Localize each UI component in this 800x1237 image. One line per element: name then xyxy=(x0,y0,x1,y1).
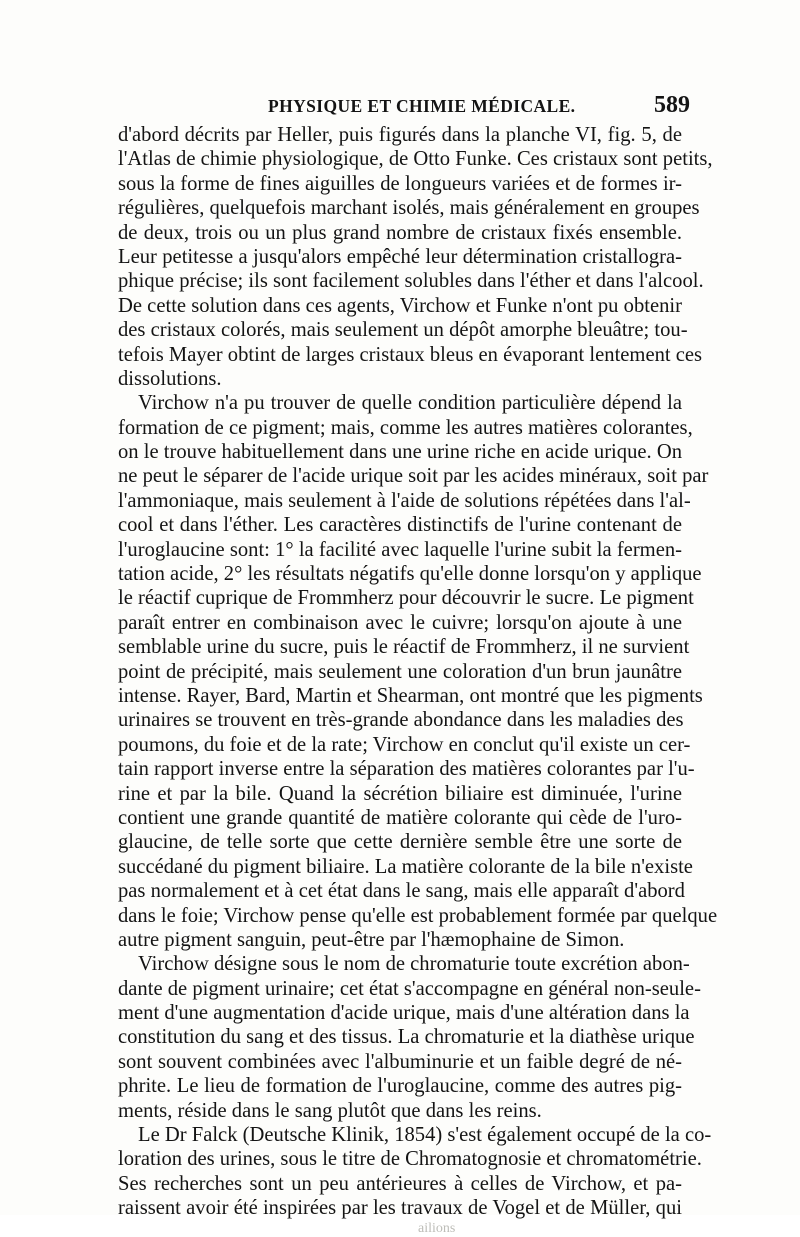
text-line: régulières, quelquefois marchant isolés, mais généralement en groupes xyxy=(118,197,700,220)
text-line: ments, réside dans le sang plutôt que dans les reins. xyxy=(118,1099,542,1122)
text-line: loration des urines, sous le titre de Chromatognosie et chromatométrie. xyxy=(118,1148,702,1171)
text-line: on le trouve habituellement dans une urine riche en acide urique. On xyxy=(118,441,682,464)
text-line: succédané du pigment biliaire. La matière colorante de la bile n'existe xyxy=(118,855,693,878)
text-line: ne peut le séparer de l'acide urique soit par les acides minéraux, soit par xyxy=(118,465,709,488)
text-line: sous la forme de fines aiguilles de longueurs variées et de formes ir- xyxy=(118,172,682,195)
text-line: autre pigment sanguin, peut-être par l'hæmophaine de Simon. xyxy=(118,928,625,951)
text-line: constitution du sang et des tissus. La chromaturie et la diathèse urique xyxy=(118,1026,695,1049)
text-line: phrite. Le lieu de formation de l'uroglaucine, comme des autres pig- xyxy=(118,1075,682,1098)
text-line: phique précise; ils sont facilement solubles dans l'éther et dans l'alcool. xyxy=(118,270,704,293)
text-line: l'ammoniaque, mais seulement à l'aide de solutions répétées dans l'al- xyxy=(118,489,691,512)
text-line: d'abord décrits par Heller, puis figurés dans la planche VI, fig. 5, de xyxy=(118,124,682,146)
text-line: dissolutions. xyxy=(118,367,222,390)
text-line: urinaires se trouvent en très-grande abondance dans les maladies des xyxy=(118,709,684,732)
text-line: sont souvent combinées avec l'albuminurie et un faible degré de né- xyxy=(118,1050,682,1073)
bleed-through-text: ailions xyxy=(418,1220,456,1236)
text-line: tain rapport inverse entre la séparation des matières colorantes par l'u- xyxy=(118,758,695,781)
text-line: l'Atlas de chimie physiologique, de Otto Funke. Ces cristaux sont petits, xyxy=(118,148,713,171)
page-number: 589 xyxy=(654,92,690,118)
text-line: dante de pigment urinaire; cet état s'accompagne en général non-seule- xyxy=(118,977,701,1000)
text-line: pas normalement et à cet état dans le sang, mais elle apparaît d'abord xyxy=(118,880,685,903)
text-line: l'uroglaucine sont: 1° la facilité avec laquelle l'urine subit la fermen- xyxy=(118,538,682,561)
text-line: formation de ce pigment; mais, comme les autres matières colorantes, xyxy=(118,416,693,439)
text-line: semblable urine du sucre, puis le réactif de Frommherz, il ne survient xyxy=(118,636,690,659)
text-line: paraît entrer en combinaison avec le cuivre; lorsqu'on ajoute à une xyxy=(118,611,682,634)
text-line: cool et dans l'éther. Les caractères distinctifs de l'urine contenant de xyxy=(118,514,682,537)
text-line: Ses recherches sont un peu antérieures à celles de Virchow, et pa- xyxy=(118,1172,682,1195)
text-line: dans le foie; Virchow pense qu'elle est probablement formée par quelque xyxy=(118,904,718,927)
text-line: contient une grande quantité de matière colorante qui cède de l'uro- xyxy=(118,806,682,829)
text-line: intense. Rayer, Bard, Martin et Shearman, ont montré que les pigments xyxy=(118,684,703,707)
text-line: tefois Mayer obtint de larges cristaux bleus en évaporant lentement ces xyxy=(118,343,703,366)
text-line: ment d'une augmentation d'acide urique, mais d'une altération dans la xyxy=(118,1002,690,1025)
running-title: PHYSIQUE ET CHIMIE MÉDICALE. xyxy=(268,96,576,116)
text-line: poumons, du foie et de la rate; Virchow en conclut qu'il existe un cer- xyxy=(118,733,691,756)
text-line: le réactif cuprique de Frommherz pour découvrir le sucre. Le pigment xyxy=(118,587,694,610)
text-line: rine et par la bile. Quand la sécrétion biliaire est diminuée, l'urine xyxy=(118,782,682,805)
page-header xyxy=(118,92,690,124)
text-line: raissent avoir été inspirées par les travaux de Vogel et de Müller, qui xyxy=(118,1197,682,1220)
text-line: glaucine, de telle sorte que cette dernière semble être une sorte de xyxy=(118,831,682,854)
text-line: De cette solution dans ces agents, Virchow et Funke n'ont pu obtenir xyxy=(118,294,682,317)
text-line: Leur petitesse a jusqu'alors empêché leur détermination cristallogra- xyxy=(118,245,682,268)
text-line: tation acide, 2° les résultats négatifs qu'elle donne lorsqu'on y applique xyxy=(118,563,702,586)
text-line: Virchow n'a pu trouver de quelle condition particulière dépend la xyxy=(138,392,682,415)
text-line: de deux, trois ou un plus grand nombre de cristaux fixés ensemble. xyxy=(118,221,682,244)
text-line: Virchow désigne sous le nom de chromaturie toute excrétion abon- xyxy=(138,953,690,976)
text-line: Le Dr Falck (Deutsche Klinik, 1854) s'est également occupé de la co- xyxy=(138,1124,712,1147)
text-line: des cristaux colorés, mais seulement un dépôt amorphe bleuâtre; tou- xyxy=(118,319,688,342)
body-text xyxy=(118,123,718,1237)
text-line: point de précipité, mais seulement une coloration d'un brun jaunâtre xyxy=(118,660,682,683)
